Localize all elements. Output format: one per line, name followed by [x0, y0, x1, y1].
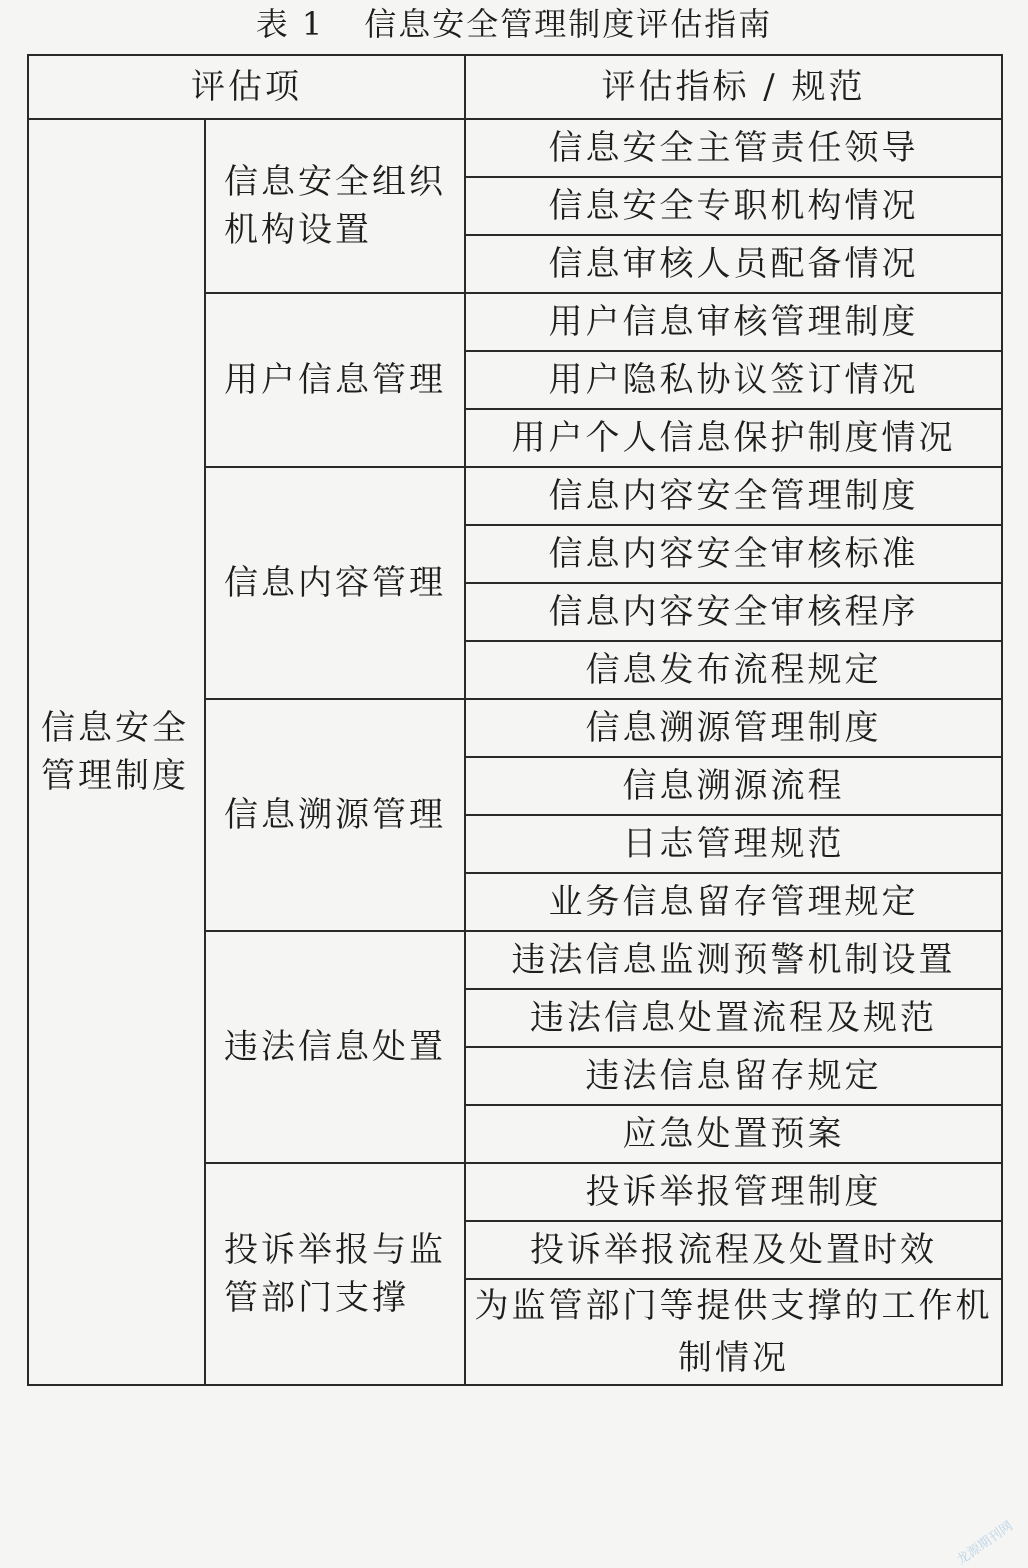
- header-row: [28, 55, 1002, 119]
- indicator-cell: 日志管理规范: [465, 815, 1002, 873]
- indicator-cell: 用户隐私协议签订情况: [465, 351, 1002, 409]
- indicator-cell: 信息溯源管理制度: [465, 699, 1002, 757]
- indicator-cell: 用户信息审核管理制度: [465, 293, 1002, 351]
- indicator-cell: 信息内容安全审核程序: [465, 583, 1002, 641]
- item-cell: 用户信息管理: [205, 293, 465, 467]
- indicator-cell: 信息内容安全管理制度: [465, 467, 1002, 525]
- indicator-cell: 信息安全专职机构情况: [465, 177, 1002, 235]
- table-caption: [0, 4, 1028, 44]
- indicator-cell: 信息发布流程规定: [465, 641, 1002, 699]
- indicator-cell: 投诉举报流程及处置时效: [465, 1221, 1002, 1279]
- category-cell: 信息安全管理制度: [28, 119, 205, 1385]
- header-item: 评估项: [28, 55, 465, 119]
- table-row: [28, 119, 1002, 177]
- item-cell: 违法信息处置: [205, 931, 465, 1163]
- table-number: 表 1: [255, 5, 325, 43]
- item-cell: 信息溯源管理: [205, 699, 465, 931]
- indicator-cell: 违法信息监测预警机制设置: [465, 931, 1002, 989]
- indicator-cell: 违法信息处置流程及规范: [465, 989, 1002, 1047]
- table-title: 信息安全管理制度评估指南: [364, 5, 773, 43]
- indicator-cell: 信息溯源流程: [465, 757, 1002, 815]
- indicator-cell: 违法信息留存规定: [465, 1047, 1002, 1105]
- item-cell: 信息安全组织机构设置: [205, 119, 465, 293]
- item-cell: 信息内容管理: [205, 467, 465, 699]
- watermark: 龙源期刊网: [954, 1518, 1016, 1568]
- indicator-cell: 业务信息留存管理规定: [465, 873, 1002, 931]
- assessment-table: [27, 54, 1003, 1386]
- header-indicator: 评估指标 / 规范: [465, 55, 1002, 119]
- indicator-cell: 用户个人信息保护制度情况: [465, 409, 1002, 467]
- indicator-cell: 信息内容安全审核标准: [465, 525, 1002, 583]
- indicator-cell: 信息安全主管责任领导: [465, 119, 1002, 177]
- indicator-cell: 应急处置预案: [465, 1105, 1002, 1163]
- indicator-cell: 为监管部门等提供支撑的工作机制情况: [465, 1279, 1002, 1385]
- indicator-cell: 投诉举报管理制度: [465, 1163, 1002, 1221]
- indicator-cell: 信息审核人员配备情况: [465, 235, 1002, 293]
- item-cell: 投诉举报与监管部门支撑: [205, 1163, 465, 1385]
